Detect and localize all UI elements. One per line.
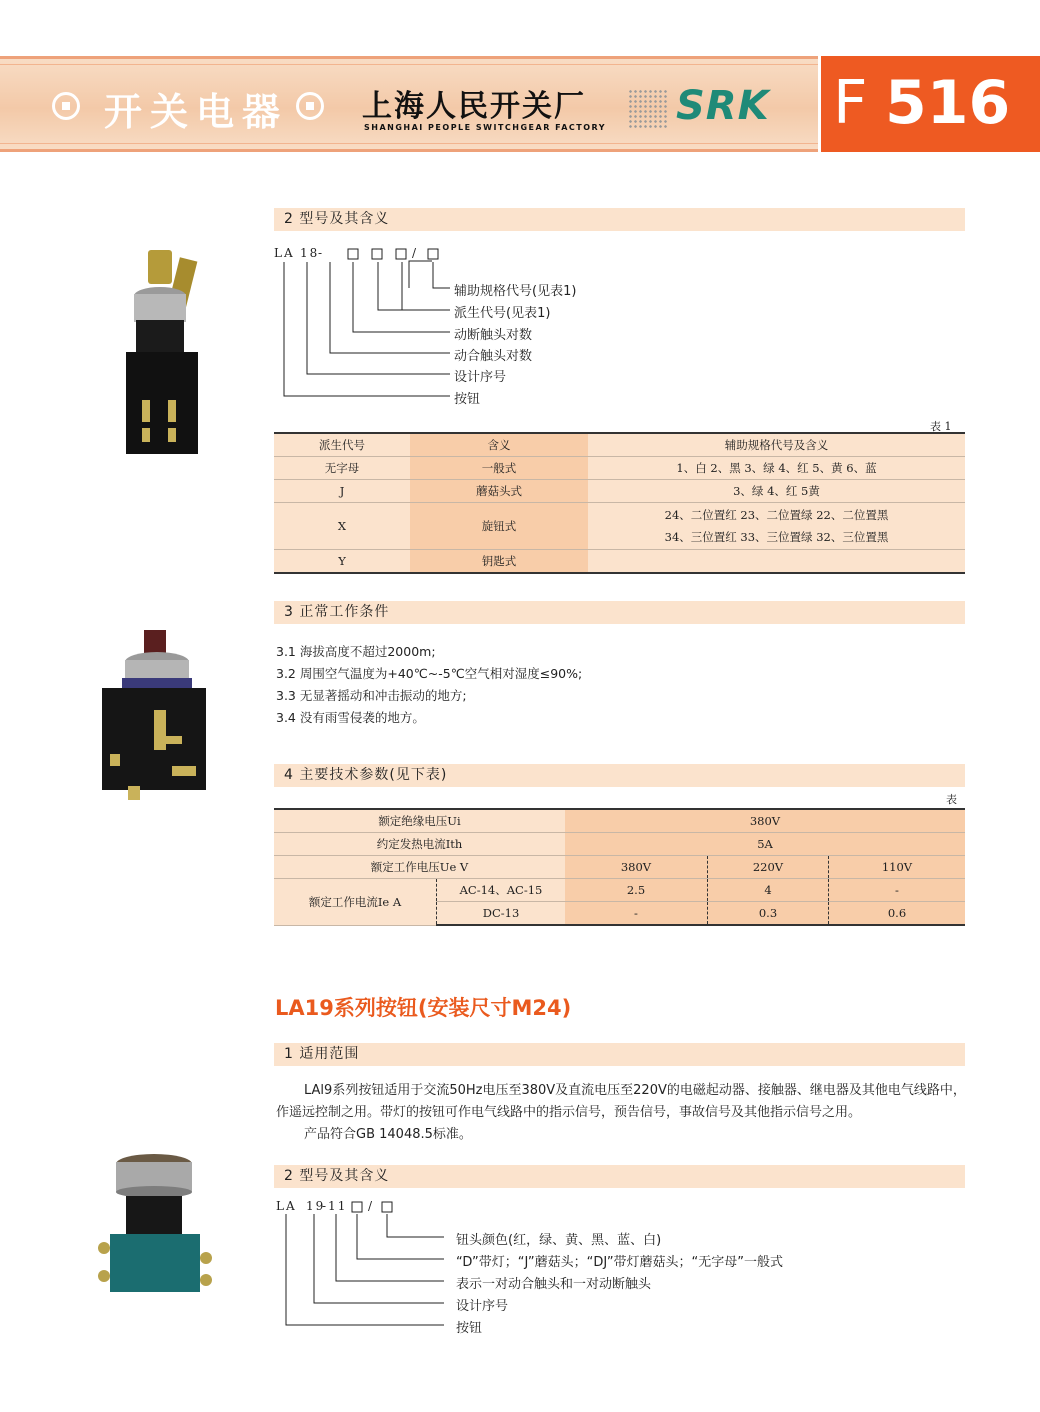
- table-cell: 钥匙式: [410, 550, 588, 574]
- table-cell: 一般式: [410, 457, 588, 480]
- table-cell: 0.6: [829, 902, 966, 926]
- table-cell: 220V: [708, 856, 829, 879]
- table-cell: 2.5: [565, 879, 708, 902]
- label-no-contacts: 动合触头对数: [454, 349, 533, 364]
- section-bar-params: 4 主要技术参数(见下表): [274, 764, 965, 787]
- label-derived-code: 派生代号(见表1): [454, 306, 551, 321]
- code-la: LA: [274, 246, 295, 260]
- code-dash: -: [318, 246, 325, 260]
- table-cell: 额定工作电流Ie A: [274, 879, 437, 926]
- label-button: 按钮: [454, 392, 481, 407]
- condition-item: 3.3 无显著摇动和冲击振动的地方;: [276, 688, 467, 703]
- code-slash: /: [412, 246, 419, 260]
- table-row: [274, 457, 965, 480]
- scope-standard: 产品符合GB 14048.5标准。: [304, 1127, 472, 1142]
- table-row: [274, 833, 965, 856]
- condition-item: 3.1 海拔高度不超过2000m;: [276, 644, 436, 659]
- scope-paragraph: LAl9系列按钮适用于交流50Hz电压至380V及直流电压至220V的电磁起动器、接触器、继电器及其他电气线路中，作遥远控制之用。带灯的按钮可作电气线路中的指示信号，预告信号，事故信号及其他指示信号之用。: [276, 1083, 966, 1120]
- table-cell: -: [565, 902, 708, 926]
- table-cell: 380V: [565, 809, 965, 833]
- label-design-number: 设计序号: [454, 370, 507, 385]
- table-cell-multiline: [588, 503, 965, 550]
- table-cell: -: [829, 879, 966, 902]
- table-cell-line: 24、二位置红 23、二位置绿 22、二位置黑: [664, 508, 889, 522]
- table-cell: J: [274, 480, 410, 503]
- label-contacts: 表示一对动合触头和一对动断触头: [456, 1277, 652, 1292]
- conditions-list: [276, 641, 582, 729]
- section-bar-model: 2 型号及其含义: [274, 208, 965, 231]
- product-photo-rotary-button: [102, 626, 212, 806]
- table-cell: 约定发热电流Ith: [274, 833, 565, 856]
- label-aux-code: 辅助规格代号(见表1): [454, 284, 577, 299]
- page-number-box: [818, 56, 1040, 152]
- label-button: 按钮: [456, 1321, 483, 1336]
- label-variant: “D”带灯；“J”蘑菇头；“DJ”带灯蘑菇头；“无字母”一般式: [456, 1255, 784, 1270]
- params-caption: 表: [946, 793, 957, 806]
- table-cell-line: 34、三位置红 33、三位置绿 32、三位置黑: [664, 530, 889, 544]
- table-header-cell: 派生代号: [274, 433, 410, 457]
- section-bar-conditions: 3 正常工作条件: [274, 601, 965, 624]
- product-photo-key-button: [118, 248, 208, 458]
- code-11: -11: [322, 1199, 348, 1213]
- table-cell: Y: [274, 550, 410, 574]
- table-row: [274, 809, 965, 833]
- label-nc-contacts: 动断触头对数: [454, 328, 533, 343]
- page-number: 516: [885, 68, 1011, 138]
- dot-pattern-logo: [628, 89, 668, 129]
- table-cell: DC-13: [437, 902, 566, 926]
- table1-caption: 表 1: [930, 420, 952, 433]
- table-header-row: [274, 433, 965, 457]
- category-title: 开关电器: [104, 90, 289, 134]
- table-cell: 1、白 2、黑 3、绿 4、红 5、黄 6、蓝: [588, 457, 965, 480]
- table-cell: 0.3: [708, 902, 829, 926]
- code-slash: /: [368, 1199, 375, 1213]
- table-row: [274, 480, 965, 503]
- code-19: 19: [306, 1199, 326, 1213]
- la19-series-title: LA19系列按钮(安装尺寸M24): [275, 996, 572, 1020]
- table-row: [274, 503, 965, 550]
- table-header-cell: 辅助规格代号及含义: [588, 433, 965, 457]
- table-header-cell: 含义: [410, 433, 588, 457]
- table-cell: 380V: [565, 856, 708, 879]
- table-cell: 额定绝缘电压Ui: [274, 809, 565, 833]
- company-name-cn: 上海人民开关厂: [362, 89, 586, 124]
- label-design-number: 设计序号: [456, 1299, 509, 1314]
- code-18: 18: [300, 246, 320, 260]
- table-derived-codes: [274, 432, 965, 574]
- table-cell: 110V: [829, 856, 966, 879]
- bullet-icon: [296, 92, 324, 120]
- label-button-color: 钮头颜色(红，绿、黄、黑、蓝、白): [456, 1233, 662, 1248]
- table-row: [274, 879, 965, 902]
- company-name-en: SHANGHAI PEOPLE SWITCHGEAR FACTORY: [364, 123, 607, 132]
- condition-item: 3.2 周围空气温度为+40℃~-5℃空气相对湿度≤90%;: [276, 666, 583, 681]
- table-row: [274, 550, 965, 574]
- product-photo-la19-button: [96, 1150, 214, 1296]
- section-bar-scope: 1 适用范围: [274, 1043, 965, 1066]
- bullet-icon: [52, 92, 80, 120]
- page-letter: F: [833, 68, 868, 138]
- model-code-diagram-la18: [274, 246, 734, 406]
- table-cell: 蘑菇头式: [410, 480, 588, 503]
- table-cell: AC-14、AC-15: [437, 879, 566, 902]
- table-cell: 3、绿 4、红 5黄: [588, 480, 965, 503]
- table-cell: 5A: [565, 833, 965, 856]
- table-cell: 旋钮式: [410, 503, 588, 550]
- table-row: [274, 856, 965, 879]
- model-code-diagram-la19: [276, 1199, 896, 1334]
- page-header: [0, 56, 1040, 152]
- code-la: LA: [276, 1199, 297, 1213]
- table-cell: 额定工作电压Ue V: [274, 856, 565, 879]
- section-bar-la19-model: 2 型号及其含义: [274, 1165, 965, 1188]
- table-cell: [588, 550, 965, 574]
- table-cell: 无字母: [274, 457, 410, 480]
- header-band: [0, 56, 818, 152]
- condition-item: 3.4 没有雨雪侵袭的地方。: [276, 710, 425, 725]
- table-tech-params: [274, 808, 965, 926]
- table-cell: X: [274, 503, 410, 550]
- table-cell: 4: [708, 879, 829, 902]
- brand-logo: SRK: [676, 83, 770, 129]
